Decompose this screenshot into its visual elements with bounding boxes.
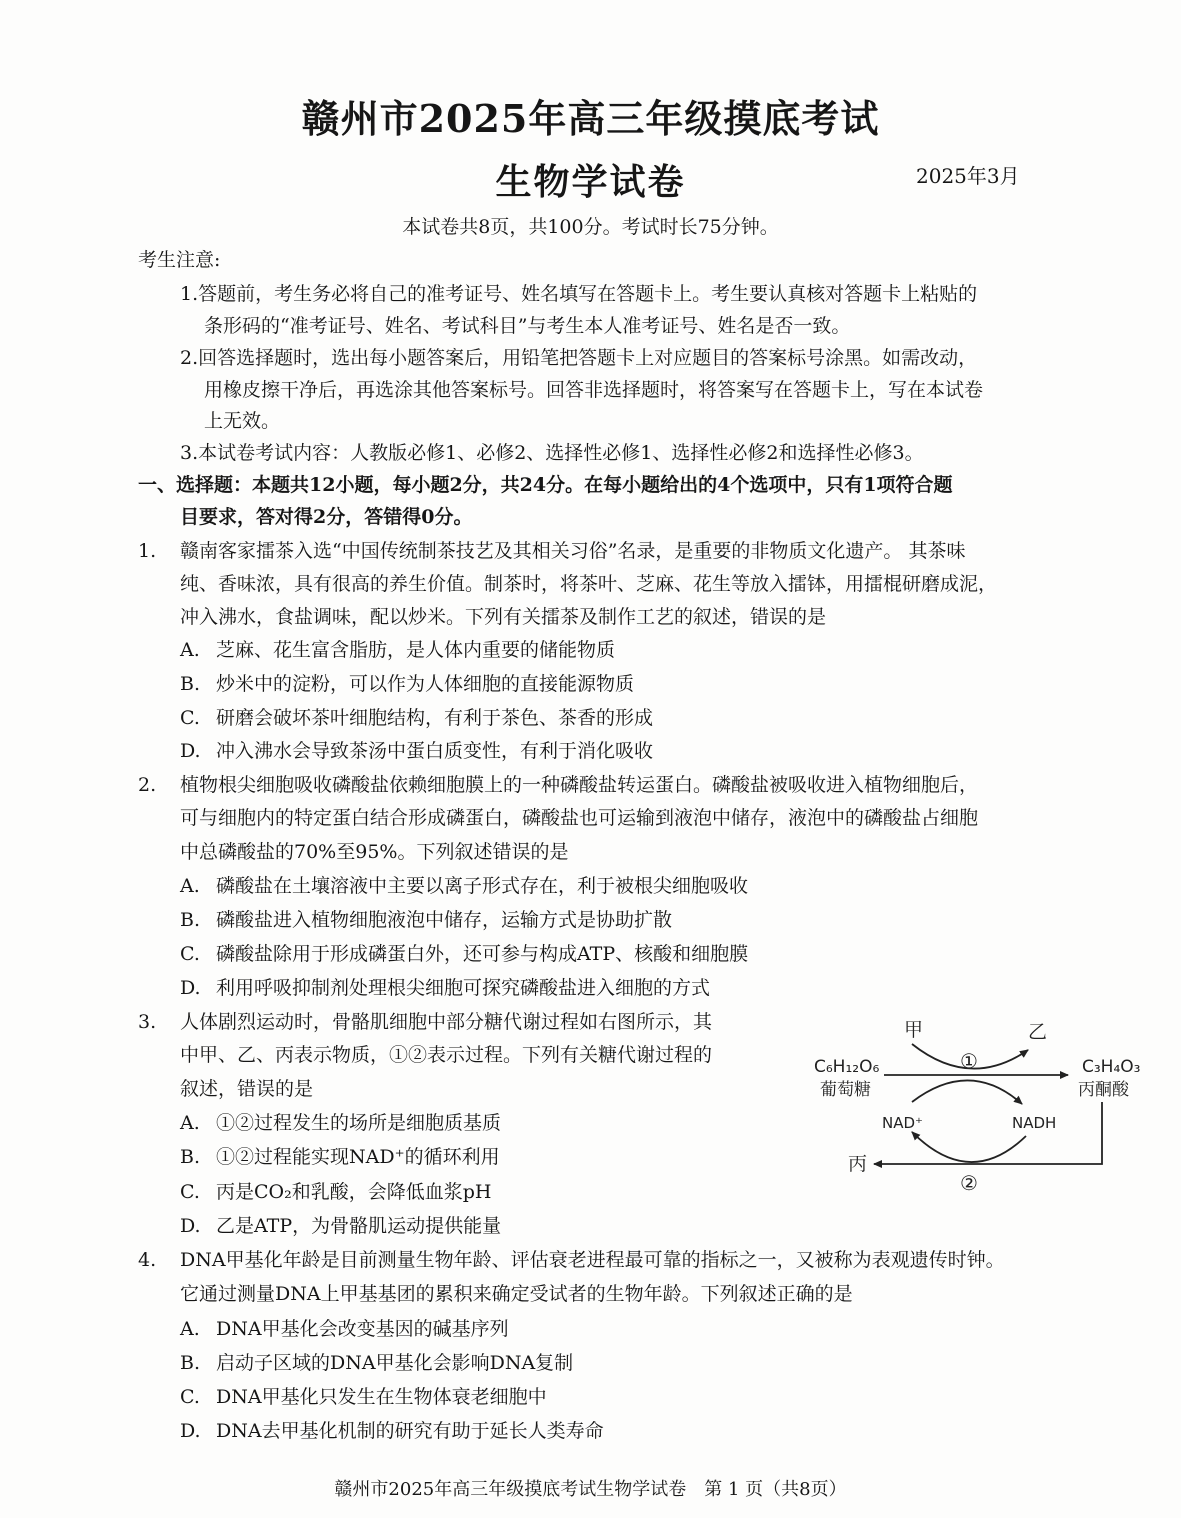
question-stem: 它通过测量DNA上甲基基团的累积来确定受试者的生物年龄。下列叙述正确的是 — [180, 1283, 853, 1305]
arrow-pyruvate-to-bing — [874, 1102, 1102, 1164]
glucose-formula: C₆H₁₂O₆ — [814, 1057, 880, 1077]
notice-line: 用橡皮擦干净后，再选涂其他答案标号。回答非选择题时，将答案写在答题卡上，写在本试卷 — [204, 379, 984, 401]
notice-line: 条形码的“准考证号、姓名、考试科目”与考生本人准考证号、姓名是否一致。 — [204, 315, 851, 337]
question-number: 4. — [138, 1249, 157, 1271]
option-b: B. ①②过程能实现NAD⁺的循环利用 — [180, 1146, 500, 1168]
option-c: C. DNA甲基化只发生在生物体衰老细胞中 — [180, 1386, 547, 1408]
question-stem: 可与细胞内的特定蛋白结合形成磷蛋白，磷酸盐也可运输到液泡中储存，液泡中的磷酸盐占细胞 — [180, 807, 979, 829]
notice-line: 2.回答选择题时，选出每小题答案后，用铅笔把答题卡上对应题目的答案标号涂黑。如需改动， — [180, 347, 978, 369]
section-heading: 一、选择题：本题共12小题，每小题2分，共24分。在每小题给出的4个选项中，只有1项符合题 — [138, 474, 953, 496]
pyruvate-name: 丙酮酸 — [1078, 1080, 1129, 1100]
question-stem: 赣南客家擂茶入选“中国传统制茶技艺及其相关习俗”名录，是重要的非物质文化遗产。 其茶味 — [180, 540, 966, 562]
step2-label: ② — [960, 1171, 978, 1195]
bing-label: 丙 — [848, 1153, 868, 1175]
question-number: 2. — [138, 774, 157, 796]
question-number: 1. — [138, 540, 157, 562]
notice-line: 1.答题前，考生务必将自己的准考证号、姓名填写在答题卡上。考生要认真核对答题卡上粘贴的 — [180, 283, 978, 305]
pyruvate-formula: C₃H₄O₃ — [1082, 1057, 1141, 1077]
nadh-label: NADH — [1012, 1114, 1057, 1132]
question-number: 3. — [138, 1011, 157, 1033]
question-stem: 叙述，错误的是 — [180, 1078, 314, 1100]
notice-line: 3.本试卷考试内容：人教版必修1、必修2、选择性必修1、选择性必修2和选择性必修3。 — [180, 442, 924, 464]
option-b: B. 启动子区域的DNA甲基化会影响DNA复制 — [180, 1352, 574, 1374]
arrow-nadh-to-nad — [912, 1132, 1026, 1162]
option-a: A. 芝麻、花生富含脂肪，是人体内重要的储能物质 — [180, 639, 616, 661]
option-d: D. 冲入沸水会导致茶汤中蛋白质变性，有利于消化吸收 — [180, 740, 654, 762]
option-c: C. 磷酸盐除用于形成磷蛋白外，还可参与构成ATP、核酸和细胞膜 — [180, 943, 749, 965]
question-stem: 中甲、乙、丙表示物质，①②表示过程。下列有关糖代谢过程的 — [180, 1044, 713, 1066]
section-heading-cont: 目要求，答对得2分，答错得0分。 — [180, 506, 473, 528]
glucose-name: 葡萄糖 — [820, 1080, 871, 1100]
question-stem: 植物根尖细胞吸收磷酸盐依赖细胞膜上的一种磷酸盐转运蛋白。磷酸盐被吸收进入植物细胞后， — [180, 774, 979, 796]
question-stem: 中总磷酸盐的70%至95%。下列叙述错误的是 — [180, 841, 569, 863]
jia-label: 甲 — [904, 1019, 924, 1041]
notice-heading: 考生注意: — [138, 249, 221, 271]
option-b: B. 磷酸盐进入植物细胞液泡中储存，运输方式是协助扩散 — [180, 909, 673, 931]
arrow-nad-to-nadh — [912, 1080, 1022, 1104]
notice-line: 上无效。 — [204, 410, 281, 432]
option-c: C. 研磨会破坏茶叶细胞结构，有利于茶色、茶香的形成 — [180, 707, 654, 729]
glucose-metabolism-diagram — [800, 1010, 1150, 1200]
question-stem: 冲入沸水，食盐调味，配以炒米。下列有关擂茶及制作工艺的叙述，错误的是 — [180, 606, 827, 628]
exam-subtitle: 生物学试卷 — [495, 161, 686, 203]
question-stem: 人体剧烈运动时，骨骼肌细胞中部分糖代谢过程如右图所示，其 — [180, 1011, 713, 1033]
option-b: B. 炒米中的淀粉，可以作为人体细胞的直接能源物质 — [180, 673, 635, 695]
option-c: C. 丙是CO₂和乳酸，会降低血浆pH — [180, 1181, 492, 1203]
yi-label: 乙 — [1028, 1021, 1048, 1043]
step1-label: ① — [960, 1049, 978, 1073]
option-a: A. ①②过程发生的场所是细胞质基质 — [180, 1112, 502, 1134]
exam-date: 2025年3月 — [916, 164, 1020, 188]
question-stem: DNA甲基化年龄是目前测量生物年龄、评估衰老进程最可靠的指标之一，又被称为表观遗传时钟。 — [180, 1249, 1005, 1271]
option-d: D. 利用呼吸抑制剂处理根尖细胞可探究磷酸盐进入细胞的方式 — [180, 977, 711, 999]
exam-info: 本试卷共8页，共100分。考试时长75分钟。 — [402, 216, 779, 238]
question-stem: 纯、香味浓，具有很高的养生价值。制茶时，将茶叶、芝麻、花生等放入擂钵，用擂棍研磨成泥， — [180, 573, 998, 595]
option-a: A. 磷酸盐在土壤溶液中主要以离子形式存在，利于被根尖细胞吸收 — [180, 875, 749, 897]
option-d: D. 乙是ATP，为骨骼肌运动提供能量 — [180, 1215, 502, 1237]
nad-label: NAD⁺ — [882, 1114, 923, 1132]
page-footer: 赣州市2025年高三年级摸底考试生物学试卷 第 1 页（共8页） — [334, 1479, 847, 1500]
exam-title: 赣州市2025年高三年级摸底考试 — [301, 96, 880, 141]
option-d: D. DNA去甲基化机制的研究有助于延长人类寿命 — [180, 1420, 604, 1442]
option-a: A. DNA甲基化会改变基因的碱基序列 — [180, 1318, 509, 1340]
